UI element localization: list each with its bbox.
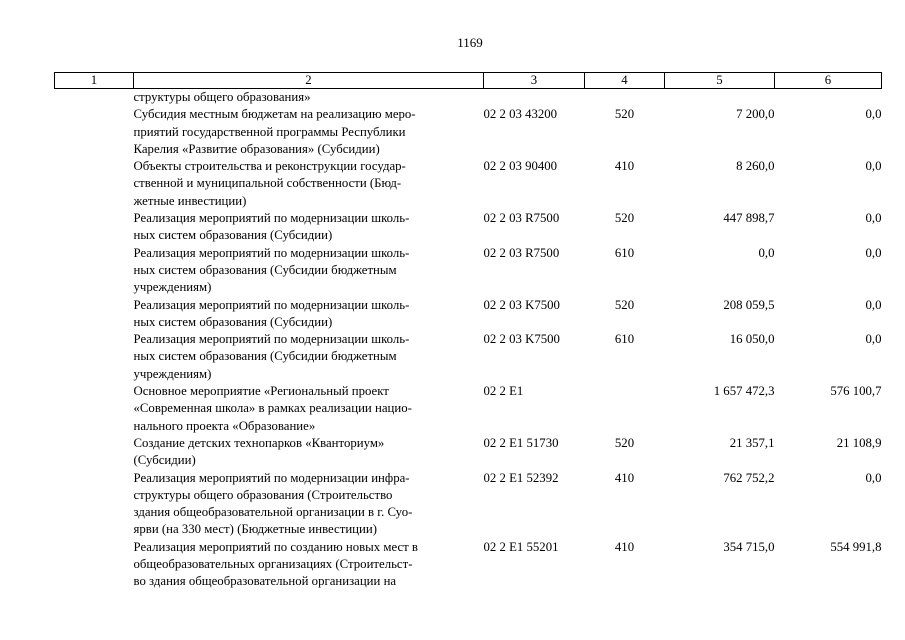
cell-amount-col5: 354 715,0 bbox=[723, 539, 775, 554]
item-name-line: «Современная школа» в рамках реализации нацио- bbox=[133, 401, 412, 416]
cell-item-name bbox=[134, 158, 484, 210]
cell-col1 bbox=[55, 435, 134, 470]
cell-target-code: 02 2 E1 bbox=[483, 384, 524, 399]
cell-target-code: 02 2 03 90400 bbox=[483, 159, 558, 174]
cell-target-code: 02 2 03 K7500 bbox=[483, 297, 560, 312]
table-body bbox=[55, 89, 882, 591]
cell-expense-type bbox=[585, 89, 665, 107]
cell-expense-type: 610 bbox=[614, 332, 635, 347]
cell-amount-col5: 208 059,5 bbox=[723, 297, 775, 312]
cell-item-name bbox=[134, 331, 484, 383]
column-header-4: 4 bbox=[585, 73, 665, 89]
cell-target-code: 02 2 E1 55201 bbox=[483, 539, 559, 554]
cell-amount-col6: 0,0 bbox=[865, 470, 882, 485]
cell-target-code: 02 2 03 K7500 bbox=[483, 332, 560, 347]
column-header-5: 5 bbox=[665, 73, 775, 89]
cell-expense-type: 410 bbox=[614, 470, 635, 485]
table-row bbox=[55, 539, 882, 591]
cell-col1 bbox=[55, 89, 134, 107]
cell-amount-col6: 0,0 bbox=[865, 159, 882, 174]
item-name-line: учреждениям) bbox=[133, 366, 212, 381]
cell-item-name bbox=[134, 245, 484, 297]
cell-col1 bbox=[55, 331, 134, 383]
cell-amount-col5: 0,0 bbox=[758, 245, 775, 260]
table-row bbox=[55, 245, 882, 297]
cell-target-code: 02 2 E1 52392 bbox=[483, 470, 559, 485]
item-name-line: (Субсидии) bbox=[133, 453, 196, 468]
cell-amount-col6: 21 108,9 bbox=[836, 435, 882, 450]
column-header-2: 2 bbox=[134, 73, 484, 89]
item-name-line: ных систем образования (Субсидии бюджетным bbox=[133, 349, 397, 364]
cell-amount-col5: 21 357,1 bbox=[729, 435, 775, 450]
cell-target-code: 02 2 03 R7500 bbox=[483, 245, 560, 260]
item-name-line: ных систем образования (Субсидии) bbox=[133, 314, 333, 329]
cell-expense-type: 410 bbox=[614, 539, 635, 554]
table-header-row bbox=[55, 73, 882, 89]
table-row bbox=[55, 470, 882, 539]
item-name-line: Реализация мероприятий по модернизации школь- bbox=[133, 332, 410, 347]
item-name-line: ственной и муниципальной собственности (Бюд- bbox=[133, 176, 402, 191]
cell-amount-col5: 447 898,7 bbox=[723, 211, 775, 226]
cell-amount-col6: 0,0 bbox=[865, 211, 882, 226]
cell-item-name bbox=[134, 106, 484, 158]
item-name-line: общеобразовательных организациях (Строительст- bbox=[133, 557, 413, 572]
cell-item-name bbox=[134, 539, 484, 591]
cell-amount-col5: 16 050,0 bbox=[729, 332, 775, 347]
item-name-line: здания общеобразовательной организации в г. Суо- bbox=[133, 505, 413, 520]
item-name-line: во здания общеобразовательной организации на bbox=[133, 574, 397, 589]
item-name-line: Реализация мероприятий по созданию новых мест в bbox=[133, 539, 418, 554]
column-header-6: 6 bbox=[775, 73, 882, 89]
item-name-line: Объекты строительства и реконструкции государ- bbox=[133, 159, 406, 174]
cell-expense-type: 520 bbox=[614, 211, 635, 226]
item-name-line: жетные инвестиции) bbox=[133, 193, 247, 208]
item-name-line: Реализация мероприятий по модернизации школь- bbox=[133, 211, 410, 226]
table-row bbox=[55, 89, 882, 107]
cell-amount-col6 bbox=[775, 89, 882, 107]
cell-target-code: 02 2 03 43200 bbox=[483, 107, 558, 122]
table-row bbox=[55, 383, 882, 435]
item-name-line: учреждениям) bbox=[133, 280, 212, 295]
item-name-line: структуры общего образования» bbox=[133, 90, 311, 104]
page-number: 1169 bbox=[457, 35, 483, 50]
cell-expense-type: 610 bbox=[614, 245, 635, 260]
cell-amount-col5: 7 200,0 bbox=[736, 107, 775, 122]
cell-col1 bbox=[55, 245, 134, 297]
item-name-line: нального проекта «Образование» bbox=[133, 418, 316, 433]
item-name-line: Создание детских технопарков «Кванториум» bbox=[133, 435, 385, 450]
column-header-3: 3 bbox=[484, 73, 585, 89]
cell-col1 bbox=[55, 383, 134, 435]
cell-expense-type: 410 bbox=[614, 159, 635, 174]
item-name-line: ных систем образования (Субсидии бюджетным bbox=[133, 262, 397, 277]
cell-col1 bbox=[55, 470, 134, 539]
cell-amount-col6: 554 991,8 bbox=[830, 539, 882, 554]
column-header-1: 1 bbox=[55, 73, 134, 89]
table-row bbox=[55, 297, 882, 332]
item-name-line: Реализация мероприятий по модернизации школь- bbox=[133, 297, 410, 312]
cell-col1 bbox=[55, 210, 134, 245]
cell-item-name bbox=[134, 383, 484, 435]
item-name-line: приятий государственной программы Республики bbox=[133, 124, 406, 139]
cell-expense-type bbox=[585, 383, 665, 435]
item-name-line: Субсидия местным бюджетам на реализацию меро- bbox=[133, 107, 416, 122]
cell-expense-type: 520 bbox=[614, 435, 635, 450]
item-name-line: Реализация мероприятий по модернизации школь- bbox=[133, 245, 410, 260]
item-name-line: Карелия «Развитие образования» (Субсидии) bbox=[133, 141, 380, 156]
cell-item-name bbox=[134, 297, 484, 332]
cell-target-code: 02 2 E1 51730 bbox=[483, 435, 559, 450]
cell-item-name bbox=[134, 435, 484, 470]
budget-table bbox=[54, 72, 882, 591]
cell-amount-col6: 0,0 bbox=[865, 297, 882, 312]
cell-amount-col6: 0,0 bbox=[865, 107, 882, 122]
cell-amount-col5: 8 260,0 bbox=[736, 159, 775, 174]
item-name-line: Реализация мероприятий по модернизации инфра- bbox=[133, 470, 410, 485]
item-name-line: Основное мероприятие «Региональный проект bbox=[133, 384, 389, 399]
cell-target-code bbox=[484, 89, 585, 107]
cell-expense-type: 520 bbox=[614, 107, 635, 122]
cell-col1 bbox=[55, 297, 134, 332]
cell-target-code: 02 2 03 R7500 bbox=[483, 211, 560, 226]
cell-col1 bbox=[55, 158, 134, 210]
table-row bbox=[55, 210, 882, 245]
item-name-line: структуры общего образования (Строительство bbox=[133, 487, 393, 502]
cell-amount-col6: 0,0 bbox=[865, 245, 882, 260]
cell-col1 bbox=[55, 539, 134, 591]
cell-amount-col5 bbox=[665, 89, 775, 107]
cell-amount-col6: 576 100,7 bbox=[830, 384, 882, 399]
table-row bbox=[55, 158, 882, 210]
cell-amount-col5: 762 752,2 bbox=[723, 470, 775, 485]
cell-item-name bbox=[134, 470, 484, 539]
item-name-line: ных систем образования (Субсидии) bbox=[133, 228, 333, 243]
table-row bbox=[55, 331, 882, 383]
table-row bbox=[55, 106, 882, 158]
cell-amount-col6: 0,0 bbox=[865, 332, 882, 347]
table-row bbox=[55, 435, 882, 470]
cell-item-name bbox=[134, 89, 484, 107]
cell-item-name bbox=[134, 210, 484, 245]
cell-expense-type: 520 bbox=[614, 297, 635, 312]
cell-col1 bbox=[55, 106, 134, 158]
item-name-line: ярви (на 330 мест) (Бюджетные инвестиции) bbox=[133, 522, 377, 537]
cell-amount-col5: 1 657 472,3 bbox=[713, 384, 775, 399]
